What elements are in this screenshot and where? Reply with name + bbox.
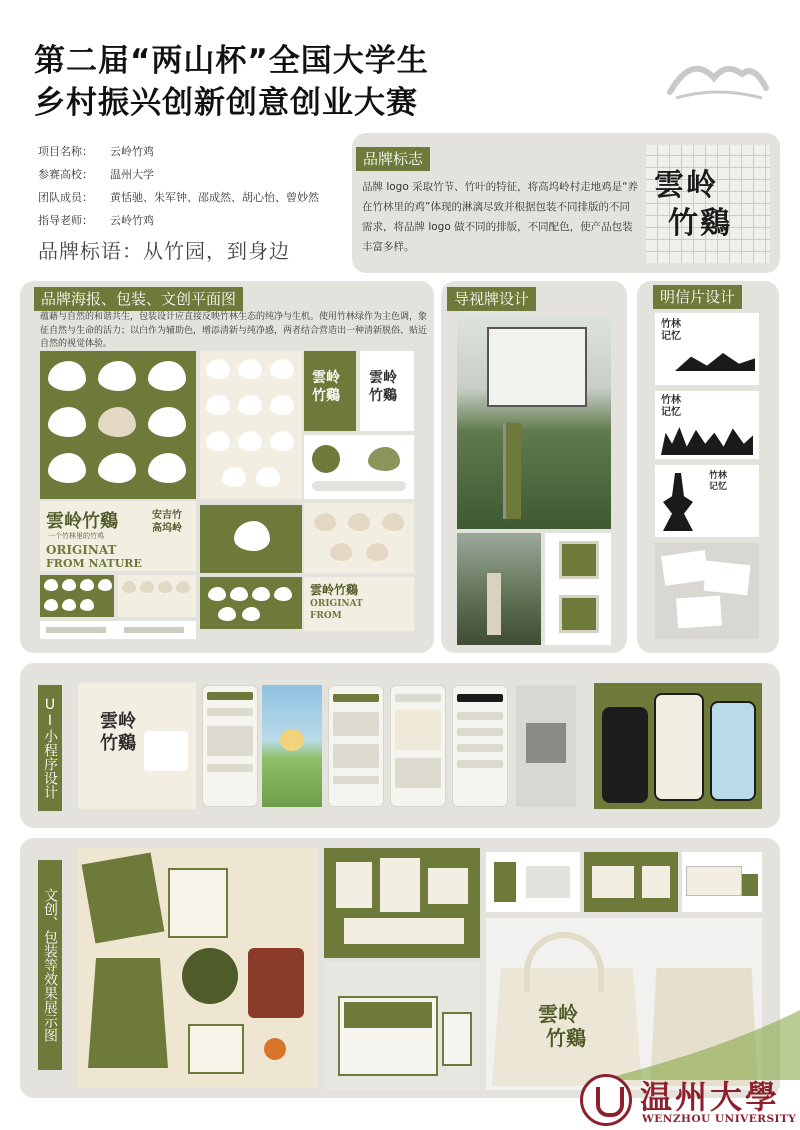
university-english: WENZHOU UNIVERSITY <box>642 1113 797 1125</box>
poster-panel <box>20 281 434 653</box>
hen-sticker-sheet <box>40 575 114 617</box>
postcard-panel <box>637 281 779 653</box>
splash-screen: 雲岭 竹鷄 <box>78 683 196 809</box>
ui-phone-mockups <box>594 683 762 809</box>
ui-panel <box>20 663 780 828</box>
merch-mug-cards <box>486 852 580 912</box>
hen-icon <box>368 447 400 471</box>
hen-icon <box>234 521 270 551</box>
hen-icon <box>256 467 280 487</box>
postcard-1: 竹林 记忆 <box>655 313 759 385</box>
building-shape <box>487 327 587 407</box>
postcard-mockup <box>655 543 759 639</box>
stationery-image <box>304 435 414 499</box>
sign-board-shape <box>559 595 599 633</box>
mountain-logo-icon <box>662 48 772 108</box>
tote-logo: 雲岭 竹鷄 <box>538 1002 586 1050</box>
postcard-tag: 明信片设计 <box>653 285 742 309</box>
ui-screen-2 <box>328 685 384 807</box>
hen-icon <box>270 395 294 415</box>
ui-tag: UI小程序设计 <box>38 685 62 811</box>
hen-icon <box>206 395 230 415</box>
hen-icon <box>148 361 186 391</box>
brand-mark-description: 品牌 logo 采取竹节、竹叶的特征，将高坞岭村走地鸡是“养在竹林里的鸡”体现的淋漓尽致并根据包装不同排版的不同需求，将品牌 logo 做不同的排版，不同配色，使产品包装丰富多样。 <box>362 181 639 253</box>
hen-icon <box>98 361 136 391</box>
merch-card-set <box>584 852 678 912</box>
project-info <box>38 140 319 232</box>
signage-render <box>545 533 611 645</box>
hen-icon <box>238 395 262 415</box>
university-name: 温州大學 <box>640 1078 781 1116</box>
merch-gift-box <box>324 962 480 1090</box>
brand-mark-panel <box>352 133 780 273</box>
poster-from-nature: 雲岭竹鷄 ORIGINAT FROM <box>304 577 414 631</box>
poster-description: 蕴藉与自然的和谐共生，包装设计应直接反映竹林生态的纯净与生机。使用竹林绿作为主色调，象征自然与生命的活力；以白作为辅助色，增添清新与纯净感，两者结合营造出一种清新脱俗、贴近自然的视觉体验。 <box>40 312 428 349</box>
university-mark <box>578 1072 800 1130</box>
logo-card-white: 雲岭 竹鷄 <box>360 351 414 431</box>
signage-panel <box>441 281 627 653</box>
hen-box-image <box>200 505 302 573</box>
hen-icon <box>382 513 404 531</box>
ui-screen-1 <box>202 685 258 807</box>
hen-icon <box>206 431 230 451</box>
ui-screen-3 <box>390 685 446 807</box>
hen-pattern-image <box>200 351 302 499</box>
hen-icon <box>98 407 136 437</box>
signage-tag: 导视牌设计 <box>447 287 536 311</box>
qr-code-icon <box>526 723 566 763</box>
chick-icon <box>280 729 304 751</box>
brand-mark-tag: 品牌标志 <box>356 147 430 171</box>
hen-icon <box>330 543 352 561</box>
hen-poster-image <box>40 351 196 499</box>
info-row-team: 团队成员： 黄恬驰、朱军钟、邵成然、胡心怡、曾妙然 <box>38 191 319 204</box>
hen-icon <box>348 513 370 531</box>
tote-bag-shape <box>88 958 168 1068</box>
info-row-project: 项目名称： 云岭竹鸡 <box>38 145 154 158</box>
hen-icon <box>148 407 186 437</box>
bamboo-silhouette <box>661 427 753 455</box>
page-title <box>34 40 429 124</box>
poster-small-image <box>304 503 414 573</box>
hen-icon <box>222 467 246 487</box>
hen-icon <box>48 407 86 437</box>
hen-icon <box>48 361 86 391</box>
mountain-silhouette <box>675 353 755 371</box>
postcard-2: 竹林 记忆 <box>655 391 759 459</box>
title-line-1: 第二届“两山杯”全国大学生 <box>34 43 429 79</box>
ui-screen-scan <box>516 685 576 807</box>
hen-pattern-strip <box>118 575 196 617</box>
ui-screen-4 <box>452 685 508 807</box>
hen-tray-image <box>200 577 302 629</box>
hen-icon <box>270 359 294 379</box>
merch-truck <box>682 852 762 912</box>
poster-tag: 品牌海报、包装、文创平面图 <box>34 287 243 311</box>
hen-icon <box>48 453 86 483</box>
signage-photo-main <box>457 313 611 529</box>
competition-logo <box>662 48 772 126</box>
merch-tag: 文创、包装等效果展示图 <box>38 860 62 1070</box>
hen-icon <box>238 431 262 451</box>
hen-icon <box>366 543 388 561</box>
signage-photo-small <box>457 533 541 645</box>
brand-logo: 雲岭 竹鷄 <box>654 168 732 241</box>
brand-banner-image: 雲岭竹鷄 一个竹林里的竹鸡 ORIGINAT FROM NATURE 安吉竹 高坞岭 <box>40 501 196 571</box>
merch-flatlay <box>324 848 480 958</box>
title-line-2: 乡村振兴创新创意创业大赛 <box>34 85 418 121</box>
brand-slogan: 品牌标语：从竹园，到身边 <box>38 239 290 263</box>
sign-board-shape <box>559 541 599 579</box>
hen-icon <box>148 453 186 483</box>
seal-shape <box>312 445 340 473</box>
hen-icon <box>238 359 262 379</box>
hen-icon <box>98 453 136 483</box>
ui-screen-game <box>262 685 322 807</box>
university-emblem-icon <box>580 1074 632 1126</box>
info-row-advisor: 指导老师： 云岭竹鸡 <box>38 214 154 227</box>
merch-photo-kitchen <box>78 848 318 1088</box>
decorative-sweep <box>600 1010 800 1080</box>
brand-logo-grid <box>646 145 770 263</box>
label-strip <box>40 621 196 639</box>
truck-shape <box>686 866 742 896</box>
hen-icon <box>206 359 230 379</box>
hen-icon <box>270 431 294 451</box>
logo-card-olive: 雲岭 竹鷄 <box>304 351 356 431</box>
info-row-school: 参赛高校： 温州大学 <box>38 168 154 181</box>
hen-icon <box>314 513 336 531</box>
tree-silhouette <box>663 473 693 531</box>
signpost-shape <box>503 423 521 519</box>
postcard-3: 竹林 记忆 <box>655 465 759 537</box>
